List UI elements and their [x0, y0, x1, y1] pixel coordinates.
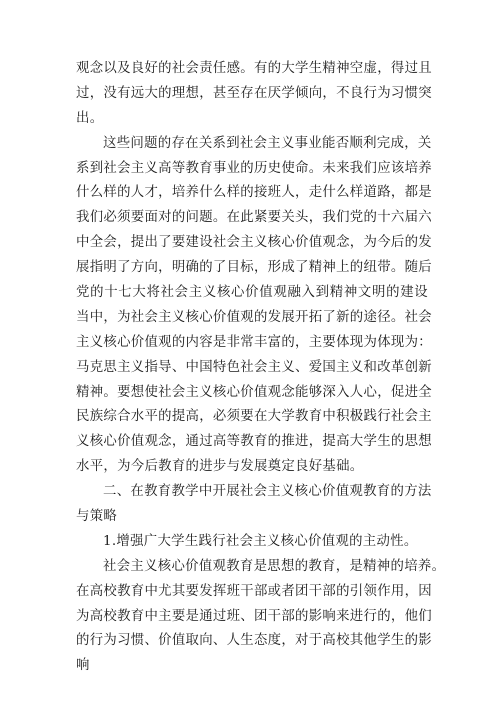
text-line: 为高校教育中主要是通过班、团干部的影响来进行的，他们 [76, 608, 432, 624]
text-line: 义核心价值观念，通过高等教育的推进，提高大学生的思想 [76, 434, 432, 450]
text-line: 马克思主义指导、中国特色社会主义、爱国主义和改革创新 [76, 359, 432, 375]
text-line: 系到社会主义高等教育事业的历史使命。未来我们应该培养 [76, 160, 432, 176]
text-line: 什么样的人才，培养什么样的接班人，走什么样道路，都是 [76, 185, 432, 201]
text-line: 主义核心价值观的内容是非常丰富的，主要体现为体现为： [76, 334, 432, 350]
text-line: 展指明了方向，明确的了目标，形成了精神上的纽带。随后 [76, 260, 432, 276]
text-line: 与策略 [76, 509, 118, 525]
document-page [76, 57, 446, 679]
text-line: 我们必须要面对的问题。在此紧要关头，我们党的十六届六 [76, 210, 432, 226]
text-line: 二、在教育教学中开展社会主义核心价值观教育的方法 [103, 484, 432, 500]
text-line: 精神。要想使社会主义核心价值观念能够深入人心，促进全 [76, 384, 432, 400]
text-line: 水平，为今后教育的进步与发展奠定良好基础。 [76, 459, 364, 475]
text-line: 党的十七大将社会主义核心价值观融入到精神文明的建设 [76, 285, 428, 301]
text-line: 民族综合水平的提高，必须要在大学教育中积极践行社会主 [76, 409, 432, 425]
text-line: 的行为习惯、价值取向、人生态度，对于高校其他学生的影 [76, 633, 432, 649]
text-line: 观念以及良好的社会责任感。有的大学生精神空虚，得过且 [76, 61, 432, 76]
text-line: 出。 [76, 110, 104, 126]
text-line: 1.增强广大学生践行社会主义核心价值观的主动性。 [103, 533, 418, 549]
text-line: 过，没有远大的理想，甚至存在厌学倾向，不良行为习惯突 [76, 85, 432, 101]
text-line: 中全会，提出了要建设社会主义核心价值观念，为今后的发 [76, 235, 432, 251]
text-line: 当中，为社会主义核心价值观的发展开拓了新的途径。社会 [76, 309, 432, 325]
text-line: 社会主义核心价值观教育是思想的教育，是精神的培养。 [103, 558, 446, 574]
text-line: 响 [76, 658, 90, 674]
text-line: 这些问题的存在关系到社会主义事业能否顺利完成，关 [103, 135, 432, 151]
text-line: 在高校教育中尤其要发挥班干部或者团干部的引领作用，因 [76, 583, 432, 599]
